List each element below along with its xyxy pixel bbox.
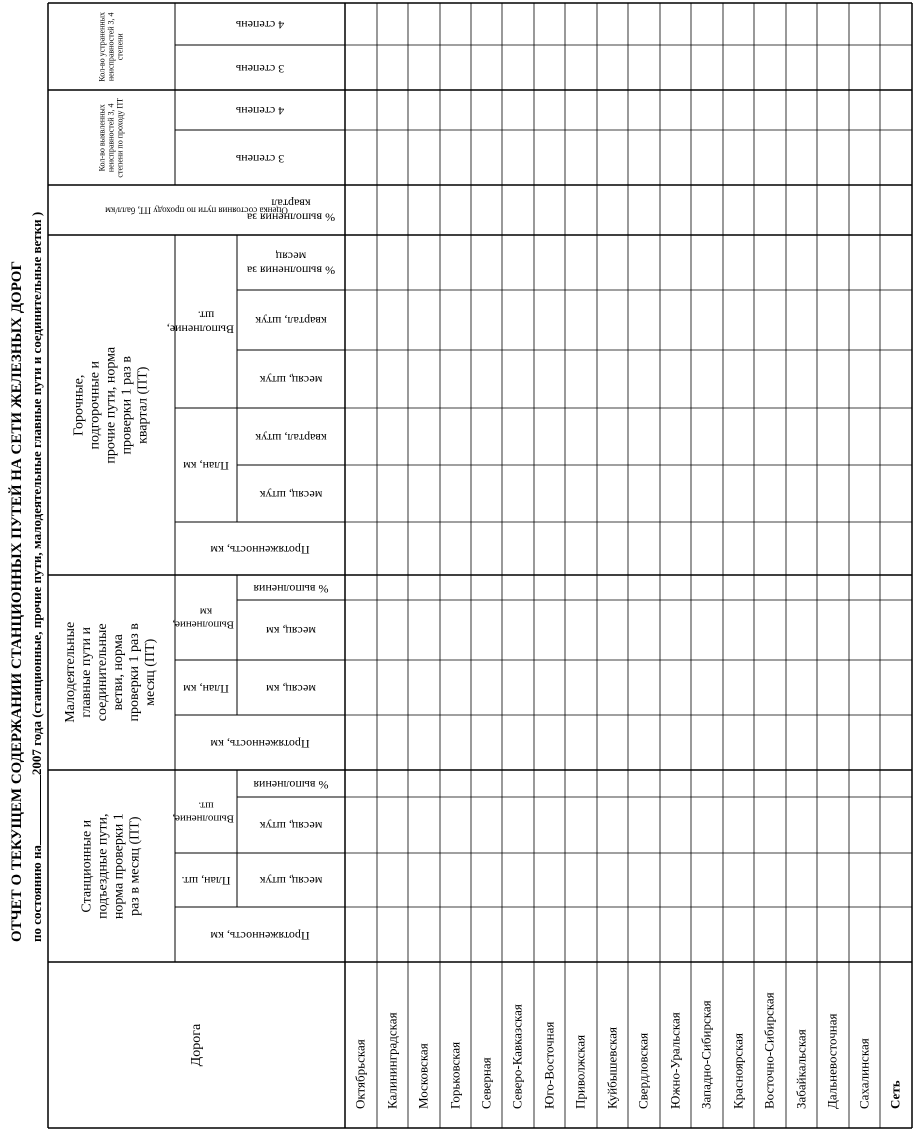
g3-plan-month: месяц, штук (259, 487, 323, 502)
g3-pct-month: % выполнения за месяц (246, 249, 336, 278)
road-row (628, 962, 660, 1128)
road-name: Горьковская (447, 1041, 463, 1110)
g3-length: Протяженность, км (210, 542, 310, 557)
road-row (345, 962, 377, 1128)
network-total-row (880, 962, 912, 1128)
g2-pct: % выполнения (253, 581, 329, 596)
g3-done-month: месяц, штук (259, 372, 323, 387)
road-row (597, 962, 628, 1128)
road-row (723, 962, 754, 1128)
g3-pct-quarter: % выполнения за квартал (246, 197, 336, 225)
road-row (691, 962, 723, 1128)
road-name: Забайкальская (793, 1029, 809, 1110)
road-name: Сахалинская (856, 1038, 872, 1110)
road-name: Калининградская (384, 1012, 400, 1110)
road-name: Южно-Уральская (667, 1012, 683, 1110)
g3-plan-quarter: квартал, штук (255, 430, 327, 445)
road-name: Северная (478, 1057, 494, 1110)
road-name: Сеть (887, 1080, 903, 1110)
detected-step3: 3 степень (235, 151, 285, 166)
group2-title: Малодеятельные главные пути и соединительные ветви, норма проверки 1 раз в месяц (ПТ) (63, 622, 159, 723)
g2-plan-month: месяц, км (266, 681, 316, 696)
g2-length: Протяженность, км (210, 736, 310, 751)
road-name: Приволжская (572, 1034, 588, 1110)
road-row (565, 962, 597, 1128)
g3-done-quarter: квартал, штук (255, 313, 327, 328)
road-row (471, 962, 502, 1128)
road-name: Свердловская (635, 1032, 651, 1110)
road-row (440, 962, 471, 1128)
road-row (502, 962, 534, 1128)
g1-plan: План, шт. (181, 873, 231, 888)
g1-done: Выполнение, шт. (172, 799, 234, 825)
road-name: Октябрьская (352, 1039, 368, 1110)
road-name: Куйбышевская (604, 1027, 620, 1110)
fixed-step3: 3 степень (235, 61, 285, 76)
road-row (377, 962, 408, 1128)
road-row (849, 962, 880, 1128)
date-prefix: по состоянию на (29, 845, 44, 942)
group3-title: Горочные, подгорочные и прочие пути, норма проверки 1 раз в квартал (ПТ) (71, 346, 151, 464)
detected-defects-header: Кол-во выявленных неисправностей 3, 4 степени по проходу ПТ (97, 97, 126, 178)
road-name: Юго-Восточная (541, 1021, 557, 1110)
g1-done-month: месяц, штук (259, 818, 323, 833)
road-name: Московская (415, 1043, 431, 1110)
g2-done-month: месяц, км (266, 623, 316, 638)
road-name: Северо-Кавказская (509, 1004, 525, 1110)
g1-pct: % выполнения (253, 777, 329, 792)
detected-step4: 4 степень (235, 103, 285, 118)
road-name: Дальневосточная (824, 1013, 840, 1110)
g3-plan: План, км (183, 458, 229, 473)
fixed-defects-header: Кол-во устраненных неисправностей 3, 4 степени (97, 11, 126, 82)
g2-done: Выполнение, км (172, 605, 234, 631)
fixed-step4: 4 степень (235, 17, 285, 32)
road-name: Западно-Сибирская (698, 1000, 714, 1110)
g1-plan-month: месяц, штук (259, 873, 323, 888)
g1-length: Протяженность, км (210, 928, 310, 943)
date-suffix: 2007 года (станционные, прочие пути, малодеятельные главные пути и соединительные ветки ) (29, 211, 44, 776)
road-name: Восточно-Сибирская (761, 992, 777, 1110)
road-row (408, 962, 440, 1128)
g2-plan: План, км (183, 681, 229, 696)
road-row (754, 962, 786, 1128)
road-row (660, 962, 691, 1128)
group1-title: Станционные и подъездные пути, норма проверки 1 раз в месяц (ПТ) (79, 813, 143, 919)
road-column-header: Дорога (188, 1023, 204, 1067)
page-title: ОТЧЕТ О ТЕКУЩЕМ СОДЕРЖАНИИ СТАНЦИОННЫХ ПУТЕЙ НА СЕТИ ЖЕЛЕЗНЫХ ДОРОГ (9, 261, 25, 942)
road-row (786, 962, 817, 1128)
g3-done: Выполнение, шт. (166, 308, 234, 337)
road-row (534, 962, 565, 1128)
road-name: Красноярская (730, 1033, 746, 1110)
score-header: Оценка состояния пути по проходу ПТ, балл/км (105, 205, 288, 216)
road-row (817, 962, 849, 1128)
